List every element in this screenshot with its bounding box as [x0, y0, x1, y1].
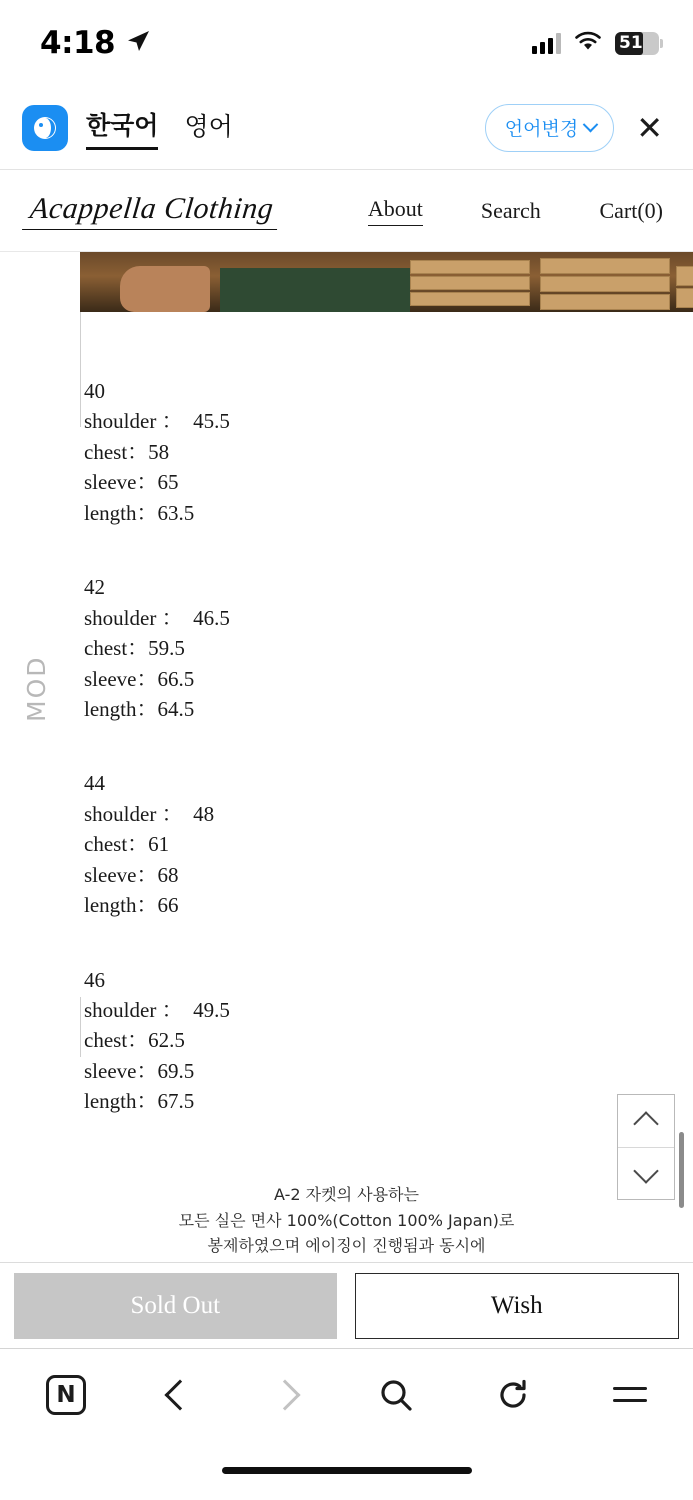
left-divider-bottom [80, 997, 81, 1057]
translate-toolbar [0, 86, 693, 170]
description-line: A-2 자켓의 사용하는 [274, 1185, 419, 1204]
scroll-up-button[interactable] [618, 1095, 674, 1147]
size-shoulder: shoulder ： 49.5 [84, 998, 230, 1022]
size-name: 44 [84, 771, 105, 796]
size-block [84, 376, 514, 528]
description-line: 모든 실은 면사 100%(Cotton 100% Japan)로 [178, 1210, 515, 1230]
size-block [84, 572, 514, 724]
size-name: 46 [84, 967, 105, 992]
reload-button[interactable] [496, 1378, 530, 1412]
size-block [84, 768, 514, 920]
size-sleeve: sleeve：68 [84, 862, 179, 887]
home-indicator[interactable] [222, 1467, 472, 1474]
size-sleeve: sleeve：65 [84, 470, 179, 495]
wifi-icon [573, 30, 603, 57]
forward-button [274, 1384, 296, 1406]
cart-link[interactable]: Cart(0) [599, 197, 663, 223]
size-sleeve: sleeve：69.5 [84, 1058, 195, 1083]
status-bar-right [532, 30, 659, 57]
purchase-action-bar [0, 1262, 693, 1348]
sold-out-button: Sold Out [14, 1273, 337, 1339]
close-icon[interactable]: ✕ [636, 108, 663, 147]
size-length: length：67.5 [84, 1089, 195, 1114]
size-chart [84, 376, 514, 1161]
battery-icon [615, 32, 659, 55]
browser-toolbar [0, 1348, 693, 1440]
nav-item-search[interactable]: Search [480, 197, 541, 223]
product-photo [80, 252, 693, 312]
size-length: length：66 [84, 893, 179, 918]
product-description [0, 1182, 693, 1259]
page-content[interactable] [0, 252, 693, 1262]
scroll-down-button[interactable] [618, 1147, 674, 1199]
size-name: 40 [84, 379, 105, 403]
page-scrollbar[interactable] [679, 1132, 684, 1208]
size-chest: chest：59.5 [84, 636, 185, 661]
language-tabs [86, 106, 233, 150]
brand-logo[interactable]: Acappella Clothing [22, 192, 281, 230]
description-line: 봉제하였으며 에이징이 진행됨과 동시에 [207, 1236, 486, 1256]
size-chest: chest：61 [84, 832, 170, 857]
status-bar [0, 0, 693, 86]
size-shoulder: shoulder ： 46.5 [84, 605, 230, 630]
chevron-left-icon [164, 1379, 195, 1410]
papago-translate-icon[interactable] [22, 105, 68, 151]
language-tab-korean[interactable]: 한국어 [86, 106, 158, 150]
mod-side-label: MOD [22, 655, 51, 722]
search-icon [379, 1378, 413, 1412]
status-bar-left [40, 25, 151, 61]
reload-icon [496, 1378, 530, 1412]
size-length: length：63.5 [84, 500, 195, 525]
size-chest: chest：62.5 [84, 1028, 185, 1053]
status-time: 4:18 [40, 25, 116, 61]
nav-item-about[interactable]: About [368, 196, 423, 226]
wish-button[interactable]: Wish [355, 1273, 680, 1339]
size-chest: chest：58 [84, 439, 170, 464]
size-sleeve: sleeve：66.5 [84, 666, 195, 691]
hamburger-menu-icon [613, 1387, 647, 1402]
chevron-right-icon [269, 1379, 300, 1410]
back-button[interactable] [169, 1384, 191, 1406]
size-shoulder: shoulder ： 45.5 [84, 409, 230, 434]
size-length: length：64.5 [84, 696, 195, 721]
size-block [84, 965, 514, 1117]
naver-logo-icon: N [46, 1375, 86, 1415]
home-indicator-area [0, 1440, 693, 1500]
change-language-button[interactable] [485, 104, 614, 152]
site-header [0, 170, 693, 252]
left-divider-top [80, 312, 81, 427]
naver-home-button[interactable] [46, 1375, 86, 1415]
menu-button[interactable] [613, 1387, 647, 1402]
size-name: 42 [84, 575, 105, 600]
battery-level: 51 [619, 33, 643, 53]
chevron-down-icon [583, 116, 599, 132]
location-arrow-icon [125, 28, 151, 59]
language-tab-english[interactable]: 영어 [184, 112, 233, 141]
cellular-signal-icon [532, 32, 561, 54]
size-shoulder: shoulder ： 48 [84, 801, 215, 826]
site-nav [279, 196, 599, 226]
scroll-controls[interactable] [617, 1094, 675, 1200]
search-button[interactable] [379, 1378, 413, 1412]
change-language-label: 언어변경 [504, 117, 579, 140]
chevron-down-icon [633, 1158, 658, 1183]
chevron-up-icon [633, 1111, 658, 1136]
